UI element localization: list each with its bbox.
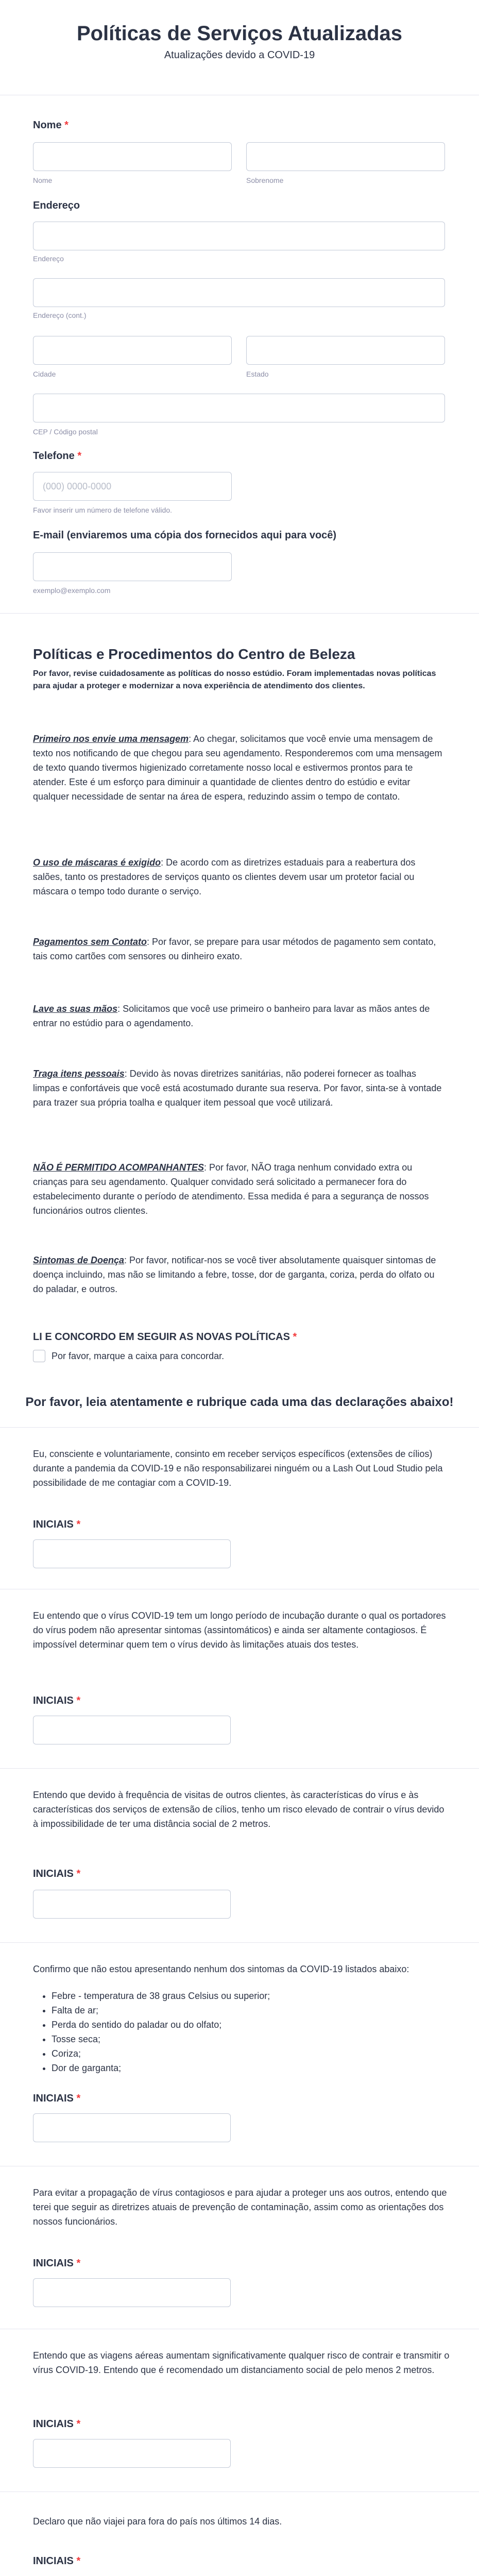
form-header xyxy=(0,21,479,61)
first-name-sublabel: Nome xyxy=(33,176,53,184)
divider xyxy=(0,1942,479,1943)
state-input[interactable] xyxy=(246,336,445,365)
declaration-text: Declaro que não viajei para fora do país nos últimos 14 dias. xyxy=(33,2516,282,2527)
declarations-heading: Por favor, leia atentamente e rubrique cada uma das declarações abaixo! xyxy=(25,1395,454,1409)
initials-label: INICIAIS * xyxy=(33,1519,81,1530)
symptom-item: • Dor de garganta; xyxy=(52,2061,443,2075)
address-line1-input[interactable] xyxy=(33,222,445,250)
address-line2-input[interactable] xyxy=(33,278,445,307)
policy-item: Traga itens pessoais: Devido às novas diretrizes sanitárias, não poderei fornecer as toalhas limpas e confortáveis que você está acostumado durante sua reserva. Por favor, sinta-se à vontade para trazer sua própria toalha e qualquer item pessoal que você utilizará. xyxy=(33,1069,442,1108)
initials-input[interactable] xyxy=(33,1890,231,1919)
phone-sublabel: Favor inserir um número de telefone válido. xyxy=(33,506,173,514)
policy-item: Primeiro nos envie uma mensagem: Ao chegar, solicitamos que você envie uma mensagem de texto nos notificando de que chegou para seu agendamento. Responderemos com uma mensagem de texto quando tivermos higienizado corretamente nosso local e estivermos prontos para te atender. Este é um esforço para diminuir a quantidade de clientes dentro do estúdio e evitar qualquer necessidade de sentar na área de espera, reduzindo assim o tempo de contato. xyxy=(33,734,442,802)
initials-input[interactable] xyxy=(33,2439,231,2468)
initials-input[interactable] xyxy=(33,2278,231,2307)
declaration-text: Eu entendo que o vírus COVID-19 tem um longo período de incubação durante o qual os portadores do vírus podem não apresentar sintomas (assintomáticos) e ainda ser altamente contagiosos. É impossível determinar quem tem o vírus devido às limitações atuais dos testes. xyxy=(33,1611,446,1650)
form-subtitle: Atualizações devido a COVID-19 xyxy=(164,49,315,61)
address-line2-sublabel: Endereço (cont.) xyxy=(33,311,87,319)
initials-input[interactable] xyxy=(33,1539,231,1568)
initials-label: INICIAIS * xyxy=(33,2258,81,2269)
name-label: Nome * xyxy=(33,120,69,131)
policy-item: NÃO É PERMITIDO ACOMPANHANTES: Por favor, NÃO traga nenhum convidado extra ou crianças para seu agendamento. Qualquer convidado será solicitado a permanecer fora do estabelecimento durante o período de atendimento. Essa medida é para a segurança de nossos funcionários outros clientes. xyxy=(33,1162,429,1216)
policy-item: O uso de máscaras é exigido: De acordo com as diretrizes estaduais para a reabertura dos salões, tanto os prestadores de serviços quanto os clientes devem usar um protetor facial ou máscara o tempo todo durante o serviço. xyxy=(33,857,416,896)
declaration-text: Entendo que devido à frequência de visitas de outros clientes, às características do vírus e às características dos serviços de extensão de cílios, tenho um risco elevado de contrair o vírus devido à impossibilidade de ter uma distância social de 2 metros. xyxy=(33,1790,444,1829)
policies-intro: Por favor, revise cuidadosamente as políticas do nosso estúdio. Foram implementadas novas políticas para ajudar a proteger e modernizar a nova experiência de atendimento dos clientes. xyxy=(33,669,436,690)
divider xyxy=(0,1768,479,1769)
last-name-sublabel: Sobrenome xyxy=(246,176,284,184)
initials-input[interactable] xyxy=(33,2113,231,2142)
initials-label: INICIAIS * xyxy=(33,1695,81,1706)
symptoms-list xyxy=(52,1989,443,2075)
phone-label: Telefone * xyxy=(33,450,82,462)
initials-label: INICIAIS * xyxy=(33,2093,81,2104)
agree-checkbox-label: Por favor, marque a caixa para concordar. xyxy=(52,1350,225,1361)
declaration-text: Entendo que as viagens aéreas aumentam significativamente qualquer risco de contrair e transmitir o vírus COVID-19. Entendo que é recomendado um distanciamento social de pelo menos 2 metros. xyxy=(33,2350,450,2375)
symptom-item: • Perda do sentido do paladar ou do olfato; xyxy=(52,2018,443,2032)
address-label: Endereço xyxy=(33,200,80,211)
symptom-item: • Coriza; xyxy=(52,2046,443,2061)
email-sublabel: exemplo@exemplo.com xyxy=(33,586,111,595)
declaration-text: Para evitar a propagação de vírus contagiosos e para ajudar a proteger uns aos outros, entendo que terei que seguir as diretrizes atuais de prevenção de contaminação, assim como as orientações dos nossos funcionários. xyxy=(33,2188,447,2227)
address-line1-sublabel: Endereço xyxy=(33,255,64,263)
city-sublabel: Cidade xyxy=(33,370,56,378)
first-name-input[interactable] xyxy=(33,142,232,171)
symptom-item: • Febre - temperatura de 38 graus Celsius ou superior; xyxy=(52,1989,443,2003)
city-input[interactable] xyxy=(33,336,232,365)
form-title: Políticas de Serviços Atualizadas xyxy=(76,22,403,45)
policy-item: Pagamentos sem Contato: Por favor, se prepare para usar métodos de pagamento sem contato, tais como cartões com sensores ou dinheiro exato. xyxy=(33,937,436,961)
state-sublabel: Estado xyxy=(246,370,269,378)
agree-checkbox[interactable] xyxy=(33,1350,45,1362)
divider xyxy=(0,1427,479,1428)
email-input[interactable] xyxy=(33,552,232,581)
symptom-item: • Falta de ar; xyxy=(52,2003,443,2018)
declaration-text: Confirmo que não estou apresentando nenhum dos sintomas da COVID-19 listados abaixo: xyxy=(33,1964,409,1974)
phone-input[interactable]: (000) 0000-0000 xyxy=(33,472,232,501)
policy-item: Sintomas de Doença: Por favor, notificar-nos se você tiver absolutamente quaisquer sintomas de doença incluindo, mas não se limitando a febre, tosse, dor de garganta, coriza, perda do olfato ou do paladar, e outros. xyxy=(33,1255,436,1294)
agree-checkbox-row[interactable] xyxy=(33,1350,224,1362)
email-label: E-mail (enviaremos uma cópia dos fornecidos aqui para você) xyxy=(33,530,337,541)
policy-item: Lave as suas mãos: Solicitamos que você use primeiro o banheiro para lavar as mãos antes de entrar no estúdio para o agendamento. xyxy=(33,1004,430,1028)
agree-label: LI E CONCORDO EM SEGUIR AS NOVAS POLÍTICAS * xyxy=(33,1331,297,1343)
initials-label: INICIAIS * xyxy=(33,1868,81,1879)
section-divider xyxy=(0,613,479,614)
initials-label: INICIAIS * xyxy=(33,2418,81,2430)
declaration-text: Eu, consciente e voluntariamente, consinto em receber serviços específicos (extensões de cílios) durante a pandemia da COVID-19 e não responsabilizarei ninguém ou a Lash Out Loud Studio pela possibilidade de me contagiar com a COVID-19. xyxy=(33,1449,443,1488)
zip-input[interactable] xyxy=(33,394,445,422)
last-name-input[interactable] xyxy=(246,142,445,171)
symptom-item: • Tosse seca; xyxy=(52,2032,443,2046)
initials-label: INICIAIS * xyxy=(33,2555,81,2567)
policies-heading: Políticas e Procedimentos do Centro de Beleza xyxy=(33,646,355,662)
initials-input[interactable] xyxy=(33,1716,231,1744)
zip-sublabel: CEP / Código postal xyxy=(33,428,98,436)
